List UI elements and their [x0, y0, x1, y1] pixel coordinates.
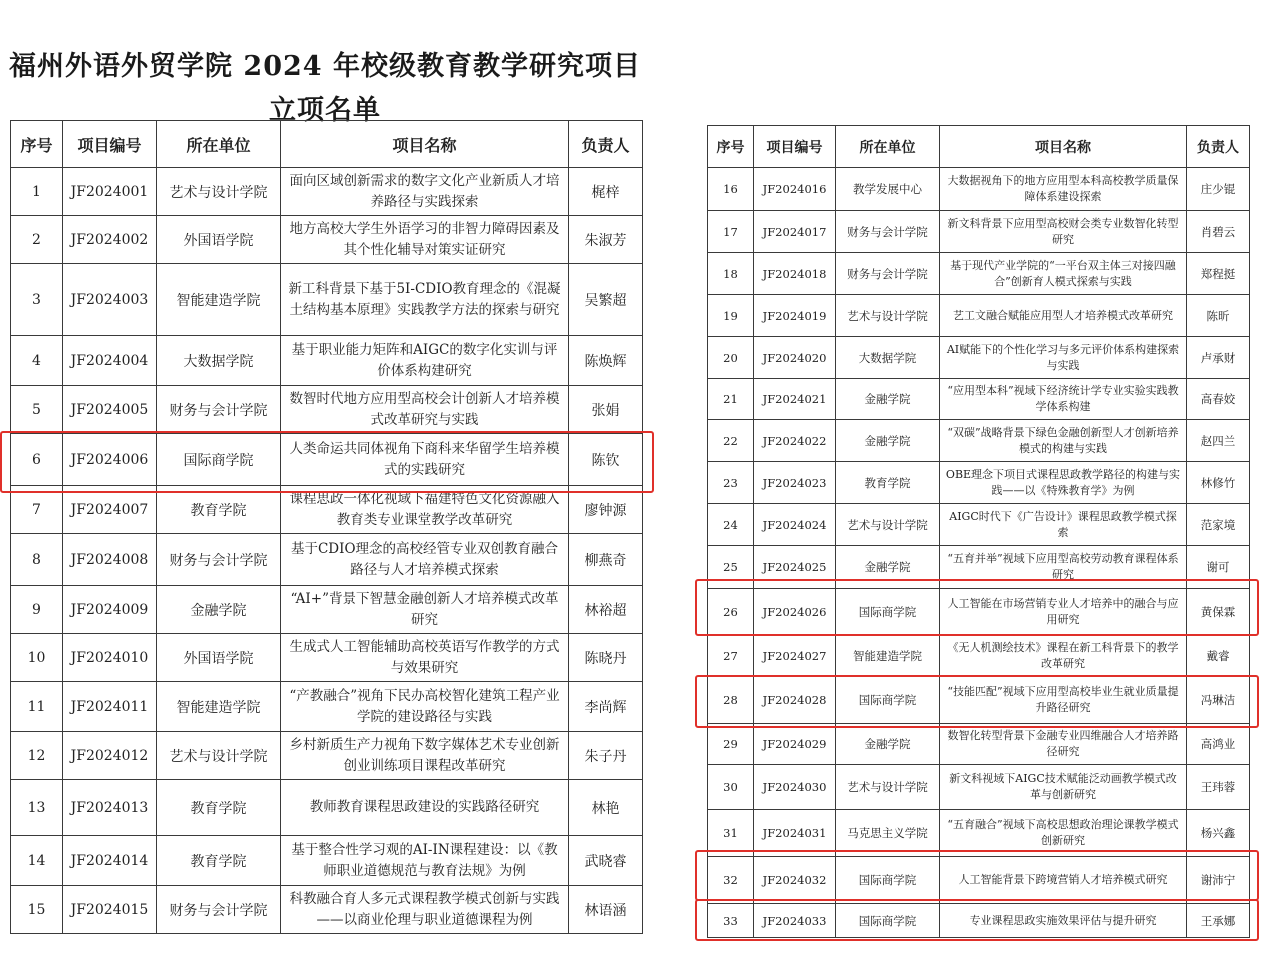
index-cell: 20 [708, 337, 754, 379]
project-code-cell: JF2024031 [754, 810, 836, 857]
index-cell: 4 [11, 336, 63, 386]
project-table-left [10, 120, 643, 934]
table-row [708, 504, 1250, 546]
project-code-cell: JF2024008 [63, 534, 157, 586]
project-name-cell: “技能匹配”视域下应用型高校毕业生就业质量提升路径研究 [940, 677, 1187, 724]
project-code-cell: JF2024025 [754, 546, 836, 589]
project-name-cell: “AI+”背景下智慧金融创新人才培养模式改革研究 [281, 586, 569, 634]
index-cell: 3 [11, 264, 63, 336]
index-cell: 29 [708, 724, 754, 765]
page-title: 福州外语外贸学院 2024 年校级教育教学研究项目 [9, 51, 641, 82]
table-row [708, 636, 1250, 677]
header-index: 序号 [708, 126, 754, 168]
project-code-cell: JF2024028 [754, 677, 836, 724]
department-cell: 国际商学院 [157, 434, 281, 486]
header-project-code: 项目编号 [754, 126, 836, 168]
project-code-cell: JF2024021 [754, 379, 836, 420]
index-cell: 1 [11, 168, 63, 216]
table-header-row [11, 121, 643, 168]
index-cell: 8 [11, 534, 63, 586]
leader-cell: 冯琳洁 [1187, 677, 1250, 724]
leader-cell: 黄保霖 [1187, 589, 1250, 636]
leader-cell: 张娟 [569, 386, 643, 434]
project-name-cell: “双碳”战略背景下绿色金融创新型人才创新培养模式的构建与实践 [940, 420, 1187, 462]
project-name-cell: 专业课程思政实施效果评估与提升研究 [940, 904, 1187, 938]
project-code-cell: JF2024024 [754, 504, 836, 546]
index-cell: 11 [11, 682, 63, 732]
table-row [708, 295, 1250, 337]
index-cell: 22 [708, 420, 754, 462]
header-project-name: 项目名称 [281, 121, 569, 168]
project-name-cell: AIGC时代下《广告设计》课程思政教学模式探索 [940, 504, 1187, 546]
table-row [11, 486, 643, 534]
table-row [11, 586, 643, 634]
project-name-cell: 人工智能在市场营销专业人才培养中的融合与应用研究 [940, 589, 1187, 636]
leader-cell: 柳燕奇 [569, 534, 643, 586]
table-row [11, 732, 643, 780]
project-name-cell: AI赋能下的个性化学习与多元评价体系构建探索与实践 [940, 337, 1187, 379]
department-cell: 艺术与设计学院 [836, 765, 940, 810]
project-name-cell: 科教融合育人多元式课程教学模式创新与实践——以商业伦理与职业道德课程为例 [281, 886, 569, 934]
project-code-cell: JF2024003 [63, 264, 157, 336]
project-code-cell: JF2024013 [63, 780, 157, 836]
table-row [11, 836, 643, 886]
leader-cell: 陈晓丹 [569, 634, 643, 682]
department-cell: 艺术与设计学院 [836, 504, 940, 546]
project-code-cell: JF2024029 [754, 724, 836, 765]
project-code-cell: JF2024015 [63, 886, 157, 934]
index-cell: 10 [11, 634, 63, 682]
table-row [11, 386, 643, 434]
project-code-cell: JF2024032 [754, 857, 836, 904]
project-code-cell: JF2024005 [63, 386, 157, 434]
index-cell: 7 [11, 486, 63, 534]
leader-cell: 谢沛宁 [1187, 857, 1250, 904]
index-cell: 19 [708, 295, 754, 337]
table-row [11, 336, 643, 386]
table-row [11, 264, 643, 336]
table-row [708, 337, 1250, 379]
project-code-cell: JF2024022 [754, 420, 836, 462]
department-cell: 智能建造学院 [157, 264, 281, 336]
project-code-cell: JF2024033 [754, 904, 836, 938]
index-cell: 5 [11, 386, 63, 434]
table-row [11, 634, 643, 682]
project-name-cell: 生成式人工智能辅助高校英语写作教学的方式与效果研究 [281, 634, 569, 682]
project-name-cell: 人类命运共同体视角下商科来华留学生培养模式的实践研究 [281, 434, 569, 486]
project-name-cell: 数智时代地方应用型高校会计创新人才培养模式改革研究与实践 [281, 386, 569, 434]
table-row [708, 211, 1250, 253]
index-cell: 17 [708, 211, 754, 253]
project-code-cell: JF2024016 [754, 168, 836, 211]
leader-cell: 高春姣 [1187, 379, 1250, 420]
table-row [708, 379, 1250, 420]
department-cell: 国际商学院 [836, 589, 940, 636]
index-cell: 2 [11, 216, 63, 264]
table-row [11, 168, 643, 216]
leader-cell: 肖碧云 [1187, 211, 1250, 253]
header-index: 序号 [11, 121, 63, 168]
project-code-cell: JF2024001 [63, 168, 157, 216]
leader-cell: 戴睿 [1187, 636, 1250, 677]
leader-cell: 武晓睿 [569, 836, 643, 886]
header-project-code: 项目编号 [63, 121, 157, 168]
project-name-cell: 基于职业能力矩阵和AIGC的数字化实训与评价体系构建研究 [281, 336, 569, 386]
table-row [708, 904, 1250, 938]
project-code-cell: JF2024023 [754, 462, 836, 504]
index-cell: 25 [708, 546, 754, 589]
header-department: 所在单位 [157, 121, 281, 168]
department-cell: 教学发展中心 [836, 168, 940, 211]
index-cell: 30 [708, 765, 754, 810]
project-name-cell: 乡村新质生产力视角下数字媒体艺术专业创新创业训练项目课程改革研究 [281, 732, 569, 780]
leader-cell: 郑程挺 [1187, 253, 1250, 295]
project-code-cell: JF2024002 [63, 216, 157, 264]
project-code-cell: JF2024019 [754, 295, 836, 337]
department-cell: 艺术与设计学院 [157, 168, 281, 216]
index-cell: 18 [708, 253, 754, 295]
leader-cell: 林修竹 [1187, 462, 1250, 504]
project-name-cell: 基于整合性学习观的AI-IN课程建设：以《教师职业道德规范与教育法规》为例 [281, 836, 569, 886]
department-cell: 国际商学院 [836, 677, 940, 724]
index-cell: 16 [708, 168, 754, 211]
project-code-cell: JF2024010 [63, 634, 157, 682]
project-table-right [707, 125, 1250, 938]
index-cell: 12 [11, 732, 63, 780]
table-row [708, 420, 1250, 462]
project-code-cell: JF2024030 [754, 765, 836, 810]
project-name-cell: 新文科背景下应用型高校财会类专业数智化转型研究 [940, 211, 1187, 253]
project-name-cell: 艺工文融合赋能应用型人才培养模式改革研究 [940, 295, 1187, 337]
project-name-cell: “五育并举”视域下应用型高校劳动教育课程体系研究 [940, 546, 1187, 589]
project-code-cell: JF2024027 [754, 636, 836, 677]
leader-cell: 高鸿业 [1187, 724, 1250, 765]
department-cell: 国际商学院 [836, 857, 940, 904]
leader-cell: 朱子丹 [569, 732, 643, 780]
leader-cell: 李尚辉 [569, 682, 643, 732]
department-cell: 金融学院 [836, 420, 940, 462]
department-cell: 财务与会计学院 [836, 253, 940, 295]
leader-cell: 林语涵 [569, 886, 643, 934]
header-leader: 负责人 [569, 121, 643, 168]
project-code-cell: JF2024026 [754, 589, 836, 636]
department-cell: 马克思主义学院 [836, 810, 940, 857]
department-cell: 财务与会计学院 [836, 211, 940, 253]
department-cell: 教育学院 [836, 462, 940, 504]
index-cell: 31 [708, 810, 754, 857]
index-cell: 32 [708, 857, 754, 904]
project-name-cell: 教师教育课程思政建设的实践路径研究 [281, 780, 569, 836]
table-row [708, 677, 1250, 724]
project-name-cell: OBE理念下项目式课程思政教学路径的构建与实践——以《特殊教育学》为例 [940, 462, 1187, 504]
leader-cell: 朱淑芳 [569, 216, 643, 264]
table-row [11, 216, 643, 264]
index-cell: 33 [708, 904, 754, 938]
table-row [708, 546, 1250, 589]
table-row [708, 168, 1250, 211]
project-code-cell: JF2024017 [754, 211, 836, 253]
leader-cell: 陈昕 [1187, 295, 1250, 337]
department-cell: 外国语学院 [157, 634, 281, 682]
leader-cell: 林裕超 [569, 586, 643, 634]
table-row [708, 810, 1250, 857]
leader-cell: 陈钦 [569, 434, 643, 486]
leader-cell: 范家境 [1187, 504, 1250, 546]
leader-cell: 卢承财 [1187, 337, 1250, 379]
project-name-cell: 新工科背景下基于5I-CDIO教育理念的《混凝土结构基本原理》实践教学方法的探索与研究 [281, 264, 569, 336]
project-name-cell: 人工智能背景下跨境营销人才培养模式研究 [940, 857, 1187, 904]
department-cell: 金融学院 [836, 379, 940, 420]
index-cell: 21 [708, 379, 754, 420]
index-cell: 15 [11, 886, 63, 934]
project-name-cell: “五育融合”视域下高校思想政治理论课教学模式创新研究 [940, 810, 1187, 857]
project-name-cell: 课程思政一体化视域下福建特色文化资源融入教育类专业课堂教学改革研究 [281, 486, 569, 534]
department-cell: 教育学院 [157, 486, 281, 534]
department-cell: 大数据学院 [836, 337, 940, 379]
table-row [11, 780, 643, 836]
department-cell: 大数据学院 [157, 336, 281, 386]
project-code-cell: JF2024009 [63, 586, 157, 634]
project-code-cell: JF2024011 [63, 682, 157, 732]
project-name-cell: 地方高校大学生外语学习的非智力障碍因素及其个性化辅导对策实证研究 [281, 216, 569, 264]
page-subtitle: 立项名单 [269, 95, 381, 126]
index-cell: 27 [708, 636, 754, 677]
table-row [708, 724, 1250, 765]
project-name-cell: “应用型本科”视域下经济统计学专业实验实践教学体系构建 [940, 379, 1187, 420]
department-cell: 外国语学院 [157, 216, 281, 264]
department-cell: 艺术与设计学院 [157, 732, 281, 780]
index-cell: 26 [708, 589, 754, 636]
header-leader: 负责人 [1187, 126, 1250, 168]
project-name-cell: 《无人机测绘技术》课程在新工科背景下的教学改革研究 [940, 636, 1187, 677]
department-cell: 金融学院 [157, 586, 281, 634]
project-name-cell: 面向区域创新需求的数字文化产业新质人才培养路径与实践探索 [281, 168, 569, 216]
leader-cell: 梶梓 [569, 168, 643, 216]
index-cell: 23 [708, 462, 754, 504]
department-cell: 金融学院 [836, 724, 940, 765]
department-cell: 智能建造学院 [836, 636, 940, 677]
leader-cell: 谢可 [1187, 546, 1250, 589]
leader-cell: 廖钟源 [569, 486, 643, 534]
index-cell: 24 [708, 504, 754, 546]
project-code-cell: JF2024004 [63, 336, 157, 386]
leader-cell: 庄少锟 [1187, 168, 1250, 211]
index-cell: 9 [11, 586, 63, 634]
project-code-cell: JF2024014 [63, 836, 157, 886]
index-cell: 14 [11, 836, 63, 886]
table-row [11, 434, 643, 486]
leader-cell: 陈焕辉 [569, 336, 643, 386]
department-cell: 财务与会计学院 [157, 886, 281, 934]
project-name-cell: 新文科视域下AIGC技术赋能泛动画教学模式改革与创新研究 [940, 765, 1187, 810]
department-cell: 金融学院 [836, 546, 940, 589]
project-code-cell: JF2024018 [754, 253, 836, 295]
leader-cell: 吴繁超 [569, 264, 643, 336]
project-name-cell: “产教融合”视角下民办高校智化建筑工程产业学院的建设路径与实践 [281, 682, 569, 732]
department-cell: 教育学院 [157, 780, 281, 836]
index-cell: 28 [708, 677, 754, 724]
project-code-cell: JF2024020 [754, 337, 836, 379]
table-row [708, 589, 1250, 636]
department-cell: 国际商学院 [836, 904, 940, 938]
project-name-cell: 大数据视角下的地方应用型本科高校教学质量保障体系建设探索 [940, 168, 1187, 211]
table-row [11, 534, 643, 586]
table-row [11, 886, 643, 934]
department-cell: 智能建造学院 [157, 682, 281, 732]
header-project-name: 项目名称 [940, 126, 1187, 168]
leader-cell: 赵四兰 [1187, 420, 1250, 462]
table-row [708, 253, 1250, 295]
project-name-cell: 数智化转型背景下金融专业四维融合人才培养路径研究 [940, 724, 1187, 765]
table-row [708, 765, 1250, 810]
table-row [708, 857, 1250, 904]
index-cell: 6 [11, 434, 63, 486]
project-code-cell: JF2024012 [63, 732, 157, 780]
department-cell: 财务与会计学院 [157, 386, 281, 434]
table-header-row [708, 126, 1250, 168]
table-row [11, 682, 643, 732]
leader-cell: 林艳 [569, 780, 643, 836]
project-name-cell: 基于CDIO理念的高校经管专业双创教育融合路径与人才培养模式探索 [281, 534, 569, 586]
leader-cell: 王承娜 [1187, 904, 1250, 938]
project-code-cell: JF2024006 [63, 434, 157, 486]
table-row [708, 462, 1250, 504]
department-cell: 财务与会计学院 [157, 534, 281, 586]
leader-cell: 王玮蓉 [1187, 765, 1250, 810]
leader-cell: 杨兴鑫 [1187, 810, 1250, 857]
project-name-cell: 基于现代产业学院的“一平台双主体三对接四融合”创新育人模式探索与实践 [940, 253, 1187, 295]
project-code-cell: JF2024007 [63, 486, 157, 534]
department-cell: 艺术与设计学院 [836, 295, 940, 337]
header-department: 所在单位 [836, 126, 940, 168]
index-cell: 13 [11, 780, 63, 836]
department-cell: 教育学院 [157, 836, 281, 886]
